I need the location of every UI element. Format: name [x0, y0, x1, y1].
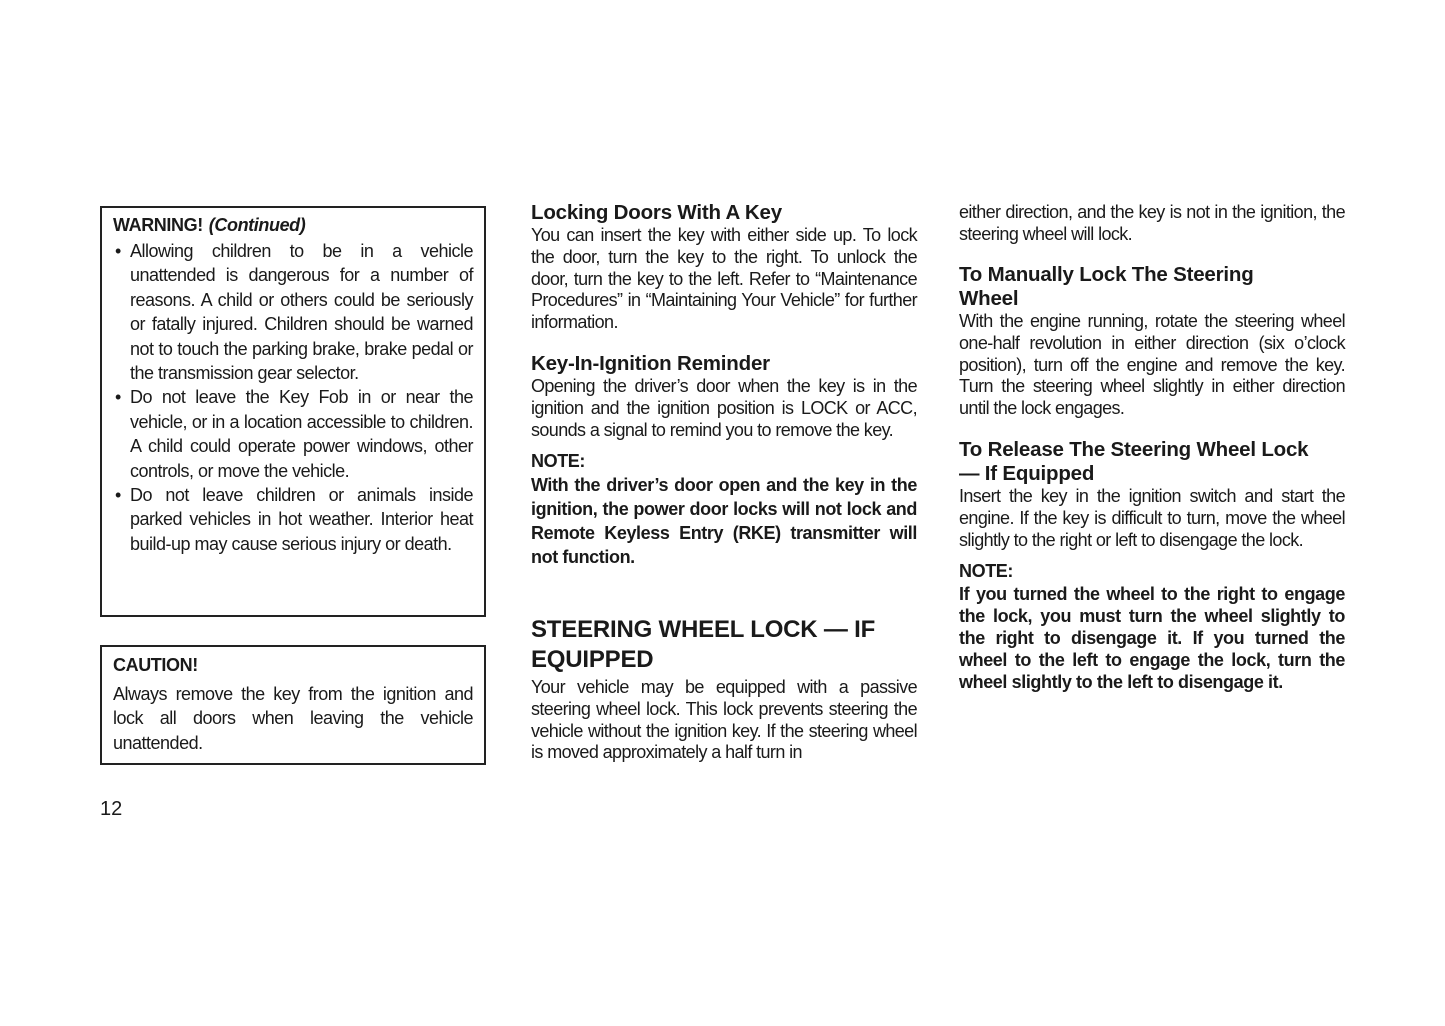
warning-item-text: Do not leave children or animals inside parked vehicles in hot weather. Interior heat build-up may cause serious injury or death. — [130, 485, 473, 554]
key-in-ignition-section — [531, 352, 917, 569]
warning-item — [113, 483, 473, 556]
steering-lock-section — [531, 615, 917, 764]
key-in-ignition-text: Opening the driver’s door when the key is in the ignition and the ignition position is LOCK or ACC, sounds a signal to remind you to remove the key. — [531, 376, 917, 440]
release-lock-section — [959, 438, 1345, 693]
page-number: 12 — [100, 798, 123, 820]
warning-item-text: Do not leave the Key Fob in or near the vehicle, or in a location accessible to children. A child could operate power windows, other controls, or move the vehicle. — [130, 387, 473, 481]
bullet-icon: • — [115, 241, 121, 261]
warning-title — [113, 214, 473, 237]
warning-list — [113, 239, 473, 556]
release-lock-note-label: NOTE: — [959, 561, 1013, 582]
warning-item-text: Allowing children to be in a vehicle unattended is dangerous for a number of reasons. A child or others could be seriously or fatally injured. Children should be warned not to touch the parking brake, brake pedal or the transmission gear selector. — [130, 241, 473, 384]
locking-doors-heading: Locking Doors With A Key — [531, 201, 782, 224]
steering-lock-heading-line2: EQUIPPED — [531, 646, 654, 673]
warning-continued: (Continued) — [208, 215, 306, 235]
bullet-icon: • — [115, 387, 121, 408]
manual-lock-section — [959, 263, 1345, 420]
steering-lock-continued — [959, 202, 1345, 246]
warning-item — [113, 239, 473, 385]
caution-title: CAUTION! — [113, 655, 198, 675]
warning-box — [100, 206, 486, 617]
key-in-ignition-heading: Key-In-Ignition Reminder — [531, 352, 770, 375]
steering-lock-text: Your vehicle may be equipped with a passive steering wheel lock. This lock prevents steering the vehicle without the ignition key. If the steering wheel is moved approximately a half turn in — [531, 677, 917, 763]
caution-text: Always remove the key from the ignition and lock all doors when leaving the vehicle unattended. — [113, 684, 473, 753]
warning-item — [113, 385, 473, 483]
key-in-ignition-note-label: NOTE: — [531, 451, 585, 472]
locking-doors-text: You can insert the key with either side up. To lock the door, turn the key to the right. To unlock the door, turn the key to the left. Refer to “Maintenance Procedures” in “Maintaining Your Vehicle” for further information. — [531, 225, 917, 333]
steering-lock-heading-line1: STEERING WHEEL LOCK — IF — [531, 616, 876, 643]
key-in-ignition-note-text: With the driver’s door open and the key in the ignition, the power door locks will not lock and Remote Keyless Entry (RKE) transmitter will not function. — [531, 475, 917, 568]
release-lock-note-text: If you turned the wheel to the right to engage the lock, you must turn the wheel slightly to the right to disengage it. If you turned the wheel to the left to engage the lock, turn the wheel slightly to the left to disengage it. — [959, 584, 1345, 693]
release-lock-heading-line2: — If Equipped — [959, 462, 1095, 485]
release-lock-text: Insert the key in the ignition switch and start the engine. If the key is difficult to turn, move the wheel slightly to the right or left to disengage the lock. — [959, 486, 1345, 550]
manual-lock-text: With the engine running, rotate the steering wheel one-half revolution in either direction (six o’clock position), turn off the engine and remove the key. Turn the steering wheel slightly in either direction until the lock engages. — [959, 311, 1345, 419]
manual-lock-heading-line1: To Manually Lock The Steering — [959, 263, 1254, 286]
warning-label: WARNING! — [113, 215, 203, 235]
steering-lock-text-continued: either direction, and the key is not in the ignition, the steering wheel will lock. — [959, 202, 1345, 244]
bullet-icon: • — [115, 485, 121, 506]
caution-box — [100, 645, 486, 765]
release-lock-heading-line1: To Release The Steering Wheel Lock — [959, 438, 1309, 461]
locking-doors-section — [531, 201, 917, 334]
manual-lock-heading-line2: Wheel — [959, 287, 1019, 310]
